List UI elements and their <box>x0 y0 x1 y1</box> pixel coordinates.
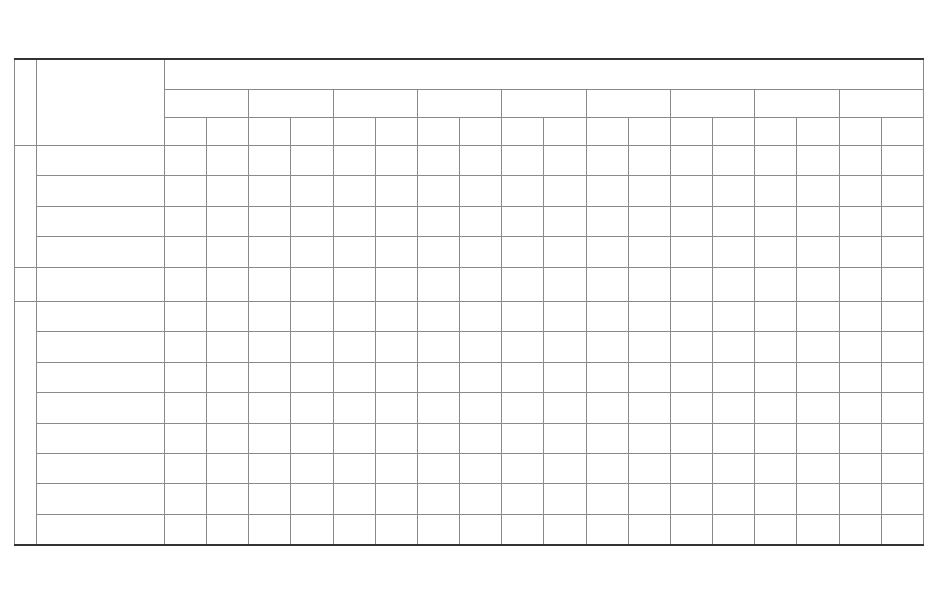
error-value <box>670 362 712 392</box>
error-value <box>249 393 291 423</box>
error-value <box>586 206 628 236</box>
error-value <box>839 176 881 206</box>
error-value <box>207 423 249 453</box>
temperature-range <box>37 146 165 176</box>
partial-immersion-header <box>544 118 586 146</box>
error-value <box>417 514 459 545</box>
error-value <box>881 301 923 331</box>
error-value <box>165 514 207 545</box>
error-value <box>628 423 670 453</box>
error-value <box>670 453 712 483</box>
error-value <box>586 453 628 483</box>
error-value <box>291 176 333 206</box>
error-value <box>291 362 333 392</box>
error-value <box>881 514 923 545</box>
error-value <box>165 176 207 206</box>
error-value <box>333 393 375 423</box>
error-value <box>670 423 712 453</box>
error-value <box>207 393 249 423</box>
error-value <box>460 301 502 331</box>
error-value <box>333 484 375 514</box>
error-value <box>586 393 628 423</box>
error-value <box>417 237 459 267</box>
error-value <box>839 146 881 176</box>
error-value <box>249 267 291 301</box>
error-value <box>291 514 333 545</box>
error-value <box>460 423 502 453</box>
table-row <box>15 267 924 301</box>
error-value <box>460 206 502 236</box>
table-row <box>15 514 924 545</box>
error-value <box>839 453 881 483</box>
error-value <box>502 332 544 362</box>
error-value <box>375 332 417 362</box>
error-value <box>249 423 291 453</box>
error-value <box>544 362 586 392</box>
error-value <box>375 453 417 483</box>
error-value <box>207 206 249 236</box>
error-value <box>249 146 291 176</box>
error-value <box>881 237 923 267</box>
error-value <box>755 484 797 514</box>
error-value <box>713 146 755 176</box>
error-value <box>839 206 881 236</box>
error-value <box>291 423 333 453</box>
error-value <box>249 237 291 267</box>
full-immersion-header <box>502 118 544 146</box>
division-header <box>755 90 839 118</box>
error-value <box>460 484 502 514</box>
error-value <box>881 332 923 362</box>
error-value <box>333 514 375 545</box>
error-value <box>755 362 797 392</box>
error-value <box>755 301 797 331</box>
division-header <box>586 90 670 118</box>
error-value <box>502 237 544 267</box>
error-value <box>502 267 544 301</box>
error-value <box>713 237 755 267</box>
error-value <box>544 423 586 453</box>
partial-immersion-header <box>881 118 923 146</box>
error-value <box>460 393 502 423</box>
error-value <box>375 393 417 423</box>
error-value <box>628 514 670 545</box>
error-value <box>586 237 628 267</box>
error-value <box>586 146 628 176</box>
error-value <box>207 453 249 483</box>
error-value <box>586 362 628 392</box>
error-value <box>628 176 670 206</box>
error-value <box>881 146 923 176</box>
temperature-range <box>37 176 165 206</box>
error-value <box>502 514 544 545</box>
error-value <box>333 453 375 483</box>
partial-immersion-header <box>207 118 249 146</box>
error-value <box>502 362 544 392</box>
error-value <box>713 332 755 362</box>
error-value <box>839 514 881 545</box>
error-value <box>502 423 544 453</box>
error-value <box>417 393 459 423</box>
error-value <box>713 206 755 236</box>
error-value <box>502 393 544 423</box>
error-value <box>165 237 207 267</box>
error-value <box>291 393 333 423</box>
error-value <box>755 393 797 423</box>
error-value <box>839 267 881 301</box>
error-value <box>713 267 755 301</box>
error-value <box>713 484 755 514</box>
error-value <box>333 362 375 392</box>
division-header <box>417 90 501 118</box>
error-value <box>586 423 628 453</box>
error-value <box>797 514 839 545</box>
error-value <box>839 332 881 362</box>
error-value <box>291 146 333 176</box>
error-value <box>333 301 375 331</box>
error-value <box>797 301 839 331</box>
error-value <box>333 423 375 453</box>
medium-group-label <box>15 146 37 268</box>
error-value <box>291 332 333 362</box>
error-value <box>460 362 502 392</box>
error-value <box>797 206 839 236</box>
error-value <box>881 362 923 392</box>
error-value <box>797 393 839 423</box>
error-value <box>165 393 207 423</box>
error-value <box>249 514 291 545</box>
error-value <box>502 453 544 483</box>
error-value <box>628 393 670 423</box>
error-value <box>291 484 333 514</box>
error-value <box>207 332 249 362</box>
partial-immersion-header <box>628 118 670 146</box>
error-value <box>713 514 755 545</box>
error-value <box>586 301 628 331</box>
temperature-range <box>37 362 165 392</box>
full-immersion-header <box>839 118 881 146</box>
error-value <box>165 362 207 392</box>
error-value <box>460 146 502 176</box>
error-value <box>333 332 375 362</box>
temperature-range <box>37 423 165 453</box>
error-value <box>502 206 544 236</box>
full-immersion-header <box>165 118 207 146</box>
error-value <box>586 267 628 301</box>
temperature-range <box>37 332 165 362</box>
error-value <box>249 206 291 236</box>
temperature-range <box>37 267 165 301</box>
table-row <box>15 206 924 236</box>
error-value <box>628 453 670 483</box>
error-value <box>165 423 207 453</box>
error-value <box>502 146 544 176</box>
temperature-range <box>37 237 165 267</box>
error-value <box>544 453 586 483</box>
error-value <box>839 301 881 331</box>
error-value <box>249 301 291 331</box>
error-value <box>797 362 839 392</box>
table-row <box>15 453 924 483</box>
error-value <box>375 301 417 331</box>
table-row <box>15 362 924 392</box>
error-value <box>544 332 586 362</box>
error-value <box>713 393 755 423</box>
table-caption <box>0 30 932 52</box>
error-value <box>881 453 923 483</box>
error-value <box>544 237 586 267</box>
error-value <box>755 237 797 267</box>
error-value <box>586 484 628 514</box>
error-value <box>291 237 333 267</box>
error-value <box>375 484 417 514</box>
error-value <box>670 176 712 206</box>
partial-immersion-header <box>375 118 417 146</box>
error-value <box>207 237 249 267</box>
error-value <box>670 146 712 176</box>
error-value <box>586 514 628 545</box>
error-value <box>670 393 712 423</box>
temperature-range <box>37 453 165 483</box>
temperature-range <box>37 301 165 331</box>
error-value <box>460 176 502 206</box>
error-value <box>417 146 459 176</box>
error-value <box>713 301 755 331</box>
error-value <box>207 176 249 206</box>
temperature-range <box>37 514 165 545</box>
error-value <box>628 484 670 514</box>
error-value <box>165 332 207 362</box>
division-header <box>839 90 924 118</box>
error-value <box>544 146 586 176</box>
error-value <box>460 332 502 362</box>
medium-group-label <box>15 301 37 545</box>
error-value <box>670 332 712 362</box>
error-value <box>249 176 291 206</box>
error-value <box>670 267 712 301</box>
header-medium <box>15 59 37 146</box>
division-header <box>333 90 417 118</box>
error-value <box>755 453 797 483</box>
error-value <box>249 453 291 483</box>
division-header <box>502 90 586 118</box>
error-value <box>544 514 586 545</box>
error-value <box>333 237 375 267</box>
temperature-range <box>37 206 165 236</box>
error-value <box>417 453 459 483</box>
error-value <box>165 484 207 514</box>
error-value <box>839 237 881 267</box>
error-value <box>375 362 417 392</box>
division-header <box>249 90 333 118</box>
partial-immersion-header <box>460 118 502 146</box>
error-value <box>165 267 207 301</box>
error-value <box>460 267 502 301</box>
error-value <box>375 146 417 176</box>
header-row-1 <box>15 59 924 90</box>
error-value <box>713 362 755 392</box>
error-value <box>502 484 544 514</box>
table-row <box>15 237 924 267</box>
error-value <box>713 453 755 483</box>
error-value <box>797 176 839 206</box>
error-value <box>670 301 712 331</box>
error-value <box>670 206 712 236</box>
error-value <box>544 393 586 423</box>
error-value <box>670 514 712 545</box>
error-value <box>881 206 923 236</box>
error-value <box>755 146 797 176</box>
error-value <box>881 176 923 206</box>
error-value <box>628 332 670 362</box>
error-value <box>291 206 333 236</box>
error-value <box>460 514 502 545</box>
full-immersion-header <box>670 118 712 146</box>
error-value <box>460 237 502 267</box>
error-table <box>14 58 924 546</box>
error-value <box>797 237 839 267</box>
header-range <box>37 59 165 146</box>
error-value <box>586 176 628 206</box>
error-value <box>502 176 544 206</box>
error-value <box>333 146 375 176</box>
table-row <box>15 176 924 206</box>
error-value <box>628 362 670 392</box>
error-value <box>544 206 586 236</box>
error-value <box>333 267 375 301</box>
error-value <box>544 484 586 514</box>
division-header <box>670 90 754 118</box>
table-row <box>15 146 924 176</box>
error-value <box>881 484 923 514</box>
medium-group-label <box>15 267 37 301</box>
error-value <box>755 267 797 301</box>
error-value <box>544 267 586 301</box>
error-value <box>713 423 755 453</box>
error-value <box>797 267 839 301</box>
error-value <box>417 362 459 392</box>
partial-immersion-header <box>291 118 333 146</box>
error-value <box>417 206 459 236</box>
error-value <box>544 176 586 206</box>
table-row <box>15 423 924 453</box>
error-value <box>839 423 881 453</box>
table-row <box>15 484 924 514</box>
error-value <box>797 484 839 514</box>
error-value <box>249 484 291 514</box>
error-value <box>755 423 797 453</box>
error-value <box>502 301 544 331</box>
division-header <box>165 90 249 118</box>
error-value <box>881 267 923 301</box>
error-value <box>333 206 375 236</box>
error-value <box>755 514 797 545</box>
full-immersion-header <box>333 118 375 146</box>
error-value <box>417 332 459 362</box>
error-value <box>375 176 417 206</box>
partial-immersion-header <box>713 118 755 146</box>
full-immersion-header <box>755 118 797 146</box>
error-value <box>207 301 249 331</box>
error-value <box>375 237 417 267</box>
full-immersion-header <box>586 118 628 146</box>
error-value <box>544 301 586 331</box>
error-value <box>417 176 459 206</box>
error-value <box>670 484 712 514</box>
error-value <box>670 237 712 267</box>
error-value <box>755 176 797 206</box>
error-value <box>165 301 207 331</box>
error-value <box>628 146 670 176</box>
error-value <box>207 267 249 301</box>
error-value <box>207 362 249 392</box>
error-value <box>797 423 839 453</box>
partial-immersion-header <box>797 118 839 146</box>
error-value <box>291 453 333 483</box>
error-value <box>797 453 839 483</box>
error-value <box>628 237 670 267</box>
error-value <box>375 514 417 545</box>
error-value <box>839 362 881 392</box>
error-value <box>460 453 502 483</box>
error-value <box>628 267 670 301</box>
error-value <box>417 484 459 514</box>
error-value <box>249 362 291 392</box>
header-division-group <box>165 59 924 90</box>
error-value <box>375 423 417 453</box>
error-value <box>249 332 291 362</box>
error-value <box>165 146 207 176</box>
error-value <box>207 146 249 176</box>
error-value <box>881 393 923 423</box>
error-value <box>417 301 459 331</box>
error-value <box>417 423 459 453</box>
temperature-range <box>37 393 165 423</box>
error-value <box>628 301 670 331</box>
error-value <box>881 423 923 453</box>
error-value <box>207 484 249 514</box>
error-value <box>165 206 207 236</box>
table-row <box>15 332 924 362</box>
error-value <box>207 514 249 545</box>
full-immersion-header <box>249 118 291 146</box>
error-value <box>839 393 881 423</box>
error-value <box>755 206 797 236</box>
error-value <box>755 332 797 362</box>
full-immersion-header <box>417 118 459 146</box>
error-value <box>375 206 417 236</box>
table-row <box>15 301 924 331</box>
error-value <box>839 484 881 514</box>
error-value <box>375 267 417 301</box>
error-value <box>797 332 839 362</box>
error-value <box>713 176 755 206</box>
error-value <box>586 332 628 362</box>
error-value <box>291 301 333 331</box>
error-value <box>797 146 839 176</box>
table-row <box>15 393 924 423</box>
error-value <box>333 176 375 206</box>
error-value <box>291 267 333 301</box>
error-value <box>628 206 670 236</box>
error-value <box>417 267 459 301</box>
error-value <box>165 453 207 483</box>
temperature-range <box>37 484 165 514</box>
